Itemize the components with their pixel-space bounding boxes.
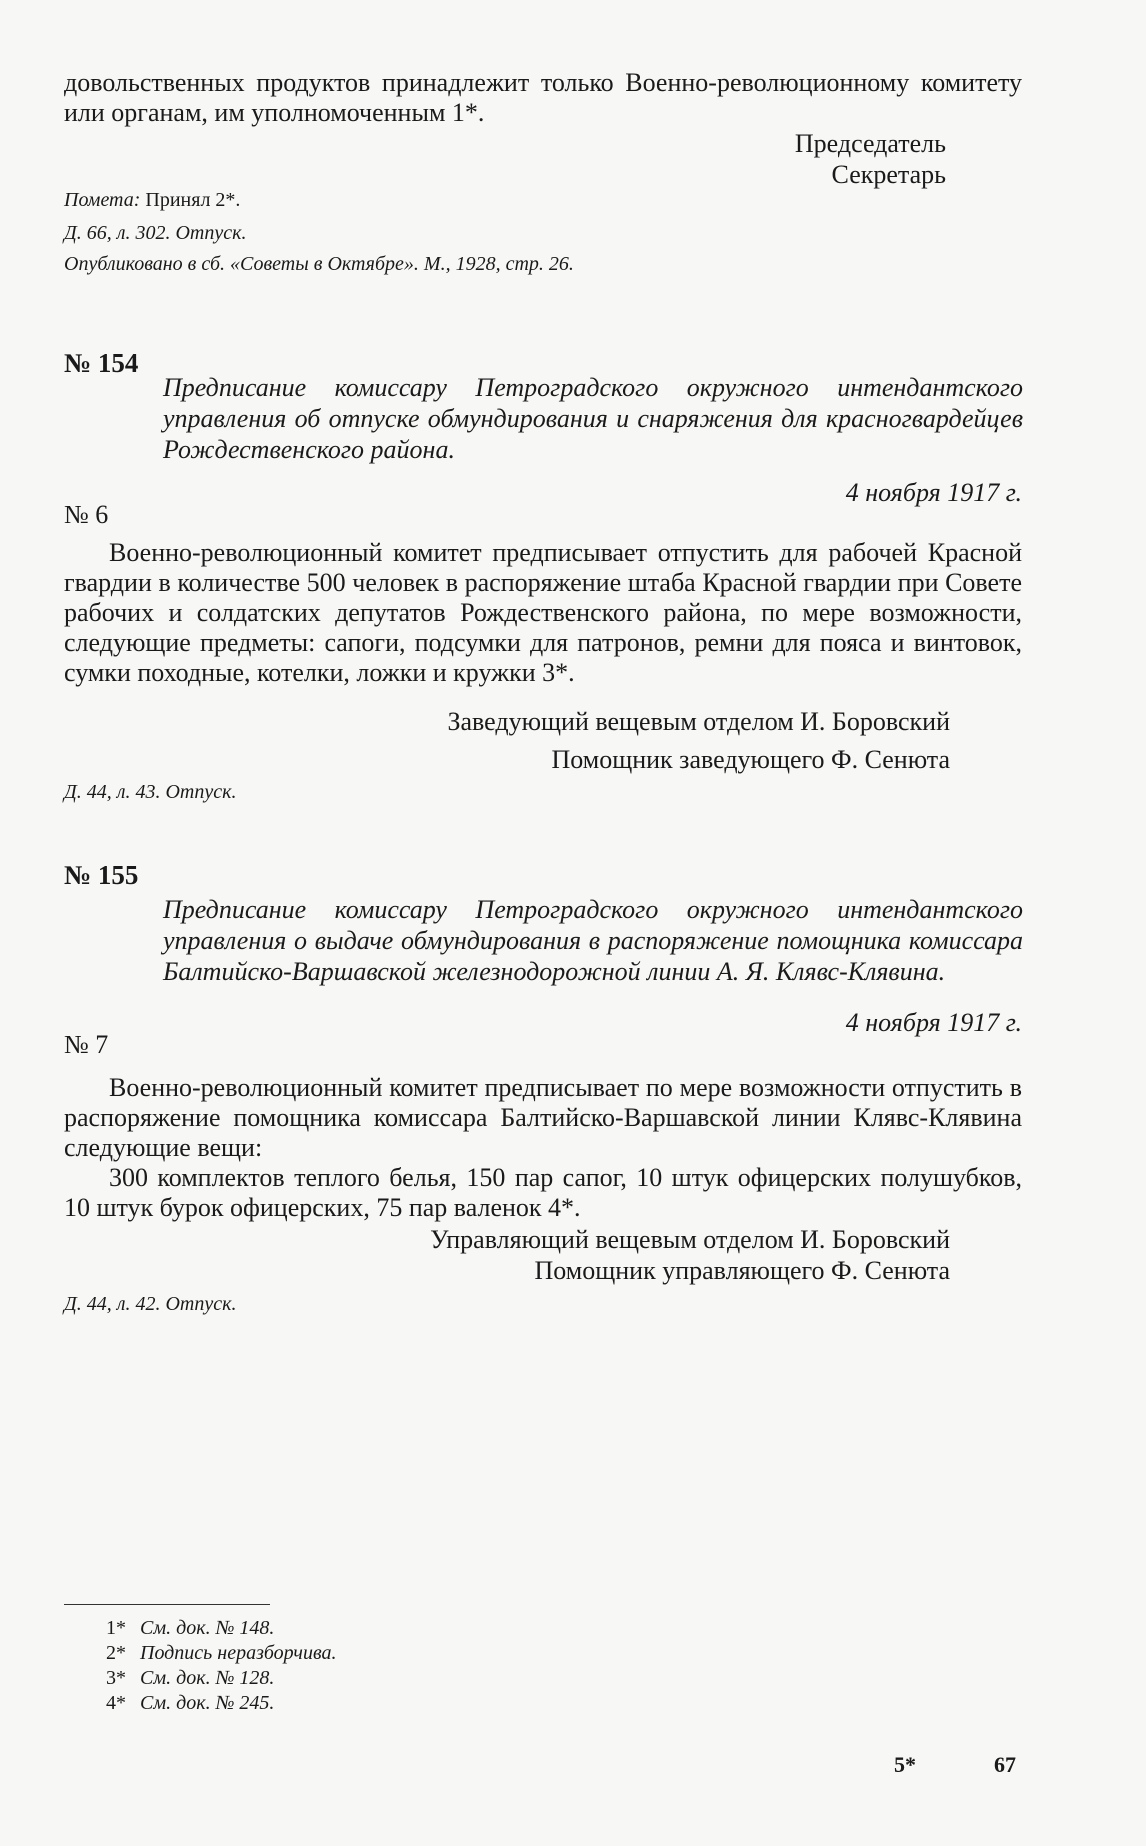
continuation-signature-secretary: Секретарь xyxy=(831,160,946,189)
note-pometa-value: Принял 2*. xyxy=(145,189,241,211)
footnote-text: См. док. № 148. xyxy=(140,1617,275,1639)
footnote-text: См. док. № 128. xyxy=(140,1667,275,1689)
doc154-subnumber: № 6 xyxy=(64,500,109,529)
footnote-item xyxy=(106,1641,337,1666)
footnote-mark: 1* xyxy=(106,1617,126,1639)
page-number: 67 xyxy=(994,1752,1016,1777)
doc155-date: 4 ноября 1917 г. xyxy=(845,1008,1022,1037)
doc154-body: Военно-революционный комитет предписывает отпустить для рабочей Красной гвардии в количестве 500 человек в распоряжение штаба Красной гвардии при Совете рабочих и солдатских депутатов Рождественского района, по мере возможности, следующие предметы: сапоги, подсумки для патронов, ремни для пояса и винтовок, сумки походные, котелки, ложки и кружки 3*. xyxy=(64,538,1022,687)
printer-signature-mark: 5* xyxy=(894,1752,916,1777)
doc155-body-2: 300 комплектов теплого белья, 150 пар сапог, 10 штук офицерских полушубков, 10 штук бурок офицерских, 75 пар валенок 4*. xyxy=(64,1163,1022,1222)
footnote-mark: 2* xyxy=(106,1642,126,1664)
doc155-archive-reference: Д. 44, л. 42. Отпуск. xyxy=(64,1293,237,1315)
footnote-text: Подпись неразборчива. xyxy=(140,1642,337,1664)
continuation-text: довольственных продуктов принадлежит только Военно-революционному комитету или органам, им уполномоченным 1*. xyxy=(64,68,1022,127)
archive-reference-top: Д. 66, л. 302. Отпуск. xyxy=(64,222,247,244)
doc155-signature-head: Управляющий вещевым отделом И. Боровский xyxy=(430,1225,950,1254)
doc154-signature-head: Заведующий вещевым отделом И. Боровский xyxy=(447,707,950,736)
publication-note: Опубликовано в сб. «Советы в Октябре». М., 1928, стр. 26. xyxy=(64,253,574,275)
doc155-body-1: Военно-революционный комитет предписывает по мере возможности отпустить в распоряжение помощника комиссара Балтийско-Варшавской линии Клявс-Клявина следующие вещи: xyxy=(64,1073,1022,1162)
doc154-archive-reference: Д. 44, л. 43. Отпуск. xyxy=(64,781,237,803)
footnote-divider xyxy=(64,1604,270,1605)
footnote-mark: 4* xyxy=(106,1692,126,1714)
note-pometa xyxy=(64,188,240,212)
footnote-item xyxy=(106,1691,274,1716)
footnote-text: См. док. № 245. xyxy=(140,1692,275,1714)
doc154-signature-assistant: Помощник заведующего Ф. Сенюта xyxy=(551,745,950,774)
doc154-title: Предписание комиссару Петроградского окружного интендантского управления об отпуске обмундирования и снаряжения для красногвардейцев Рождественского района. xyxy=(163,373,1023,464)
footnote-item xyxy=(106,1666,274,1691)
doc154-number: № 154 xyxy=(64,348,139,378)
doc155-title: Предписание комиссару Петроградского окружного интендантского управления о выдаче обмундирования в распоряжение помощника комиссара Балтийско-Варшавской железнодорожной линии А. Я. Клявс-Клявина. xyxy=(163,895,1023,986)
continuation-signature-chairman: Председатель xyxy=(794,129,946,158)
doc155-signature-assistant: Помощник управляющего Ф. Сенюта xyxy=(534,1256,950,1285)
footnote-mark: 3* xyxy=(106,1667,126,1689)
footnote-item xyxy=(106,1616,274,1641)
doc155-subnumber: № 7 xyxy=(64,1030,109,1059)
doc155-number: № 155 xyxy=(64,860,139,890)
note-pometa-label: Помета: xyxy=(64,189,141,211)
doc154-date: 4 ноября 1917 г. xyxy=(845,478,1022,507)
